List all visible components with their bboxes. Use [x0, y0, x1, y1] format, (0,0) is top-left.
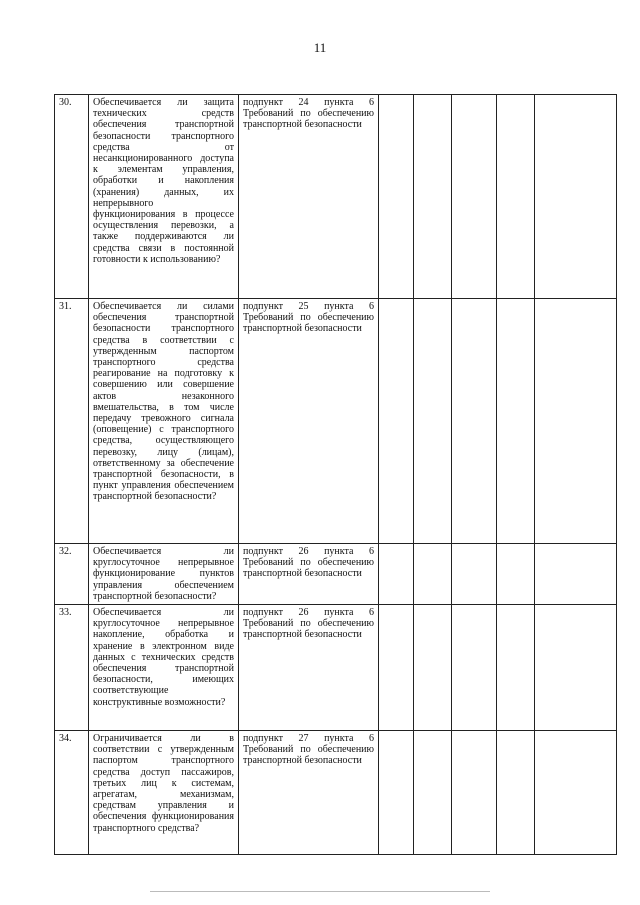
answer-cell-extra: [497, 299, 535, 544]
answer-cell-yes: [379, 731, 414, 855]
table-row: [55, 605, 617, 731]
answer-cell-no: [414, 731, 452, 855]
answer-cell-na: [452, 299, 497, 544]
checklist-table: [54, 94, 617, 855]
reference-cell: подпункт 24 пункта 6 Требований по обеспечению транспортной безопасности: [239, 95, 379, 299]
answer-cell-yes: [379, 544, 414, 605]
answer-cell-na: [452, 731, 497, 855]
notes-cell: [535, 605, 617, 731]
question-cell: Обеспечивается ли круглосуточное непрерывное функционирование пунктов управления обеспечением транспортной безопасности?: [89, 544, 239, 605]
answer-cell-na: [452, 95, 497, 299]
answer-cell-na: [452, 544, 497, 605]
answer-cell-no: [414, 299, 452, 544]
row-number: 32.: [55, 544, 89, 605]
answer-cell-extra: [497, 95, 535, 299]
table-row: [55, 544, 617, 605]
notes-cell: [535, 544, 617, 605]
answer-cell-extra: [497, 605, 535, 731]
scan-edge-line: [150, 891, 490, 900]
reference-cell: подпункт 27 пункта 6 Требований по обеспечению транспортной безопасности: [239, 731, 379, 855]
question-cell: Обеспечивается ли защита технических средств обеспечения транспортной безопасности транспортного средства от несанкционированного доступа к элементам управления, обработки и накопления (хранения) данных, их непрерывного функционирования в процессе осуществления перевозки, а также поддерживаются ли средства связи в постоянной готовности к использованию?: [89, 95, 239, 299]
reference-cell: подпункт 26 пункта 6 Требований по обеспечению транспортной безопасности: [239, 605, 379, 731]
answer-cell-extra: [497, 544, 535, 605]
answer-cell-no: [414, 544, 452, 605]
question-cell: Ограничивается ли в соответствии с утвержденным паспортом транспортного средства доступ пассажиров, третьих лиц к системам, агрегатам, механизмам, средствам управления и обеспечения функционирования транспортного средства?: [89, 731, 239, 855]
row-number: 34.: [55, 731, 89, 855]
answer-cell-no: [414, 605, 452, 731]
question-cell: Обеспечивается ли круглосуточное непрерывное накопление, обработка и хранение в электронном виде данных с технических средств обеспечения транспортной безопасности, имеющих соответствующие конструктивные возможности?: [89, 605, 239, 731]
answer-cell-yes: [379, 95, 414, 299]
answer-cell-na: [452, 605, 497, 731]
page-number: 11: [313, 40, 327, 55]
table-row: [55, 731, 617, 855]
table-row: [55, 299, 617, 544]
table-row: [55, 95, 617, 299]
answer-cell-yes: [379, 605, 414, 731]
notes-cell: [535, 299, 617, 544]
reference-cell: подпункт 26 пункта 6 Требований по обеспечению транспортной безопасности: [239, 544, 379, 605]
row-number: 30.: [55, 95, 89, 299]
reference-cell: подпункт 25 пункта 6 Требований по обеспечению транспортной безопасности: [239, 299, 379, 544]
answer-cell-extra: [497, 731, 535, 855]
answer-cell-no: [414, 95, 452, 299]
row-number: 31.: [55, 299, 89, 544]
answer-cell-yes: [379, 299, 414, 544]
notes-cell: [535, 731, 617, 855]
row-number: 33.: [55, 605, 89, 731]
question-cell: Обеспечивается ли силами обеспечения транспортной безопасности транспортного средства в соответствии с утвержденным паспортом транспортного средства реагирование на подготовку к совершению или совершение актов незаконного вмешательства, в том числе передачу тревожного сигнала (оповещение) с транспортного средства, осуществляющего перевозку, лицу (лицам), ответственному за обеспечение транспортной безопасности, в пункт управления обеспечением транспортной безопасности?: [89, 299, 239, 544]
notes-cell: [535, 95, 617, 299]
